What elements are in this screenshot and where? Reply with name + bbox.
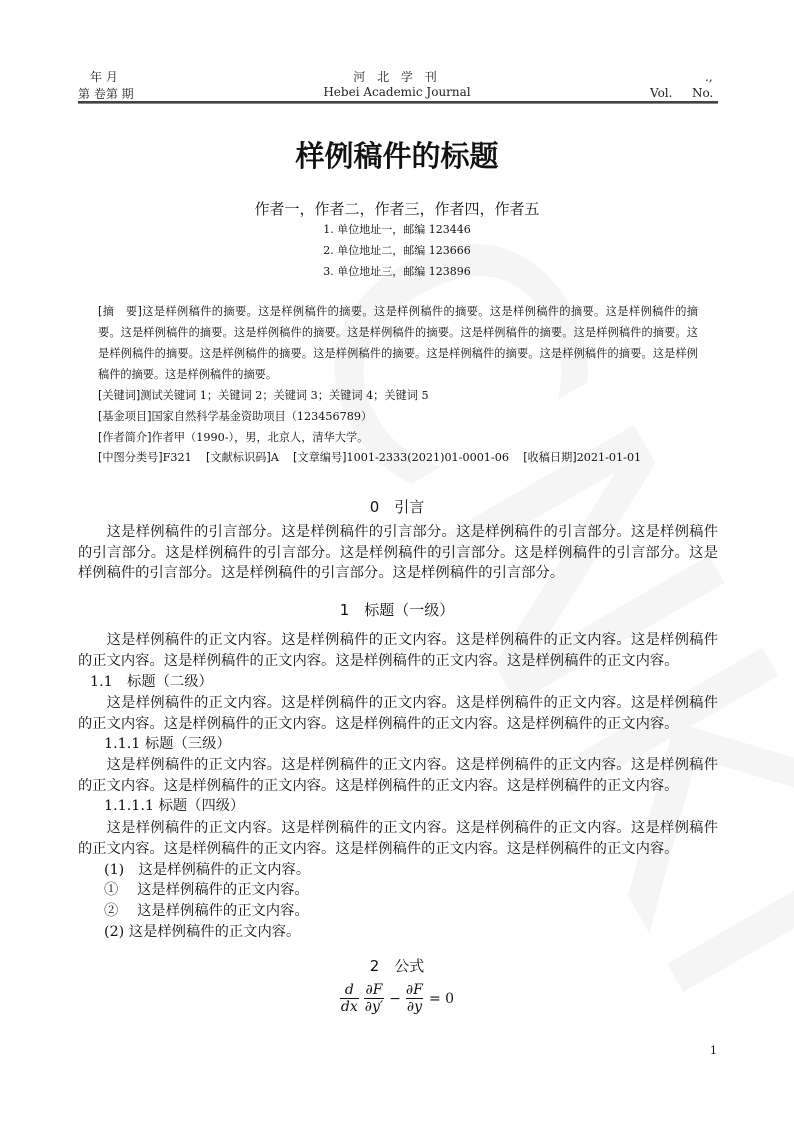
- section-heading-2: 2 公式: [369, 957, 425, 975]
- formula-den: ∂y: [406, 999, 422, 1015]
- formula-den: ∂y′: [364, 999, 384, 1015]
- classification: [98, 447, 641, 468]
- abstract-label: [摘 要]: [98, 305, 142, 318]
- paragraph: 这是样例稿件的正文内容。这是样例稿件的正文内容。这是样例稿件的正文内容。这是样例稿件的正文内容。这是样例稿件的正文内容。这是样例稿件的正文内容。这是样例稿件的正文内容。: [78, 695, 718, 732]
- formula: [0, 982, 794, 1015]
- formula-num: ∂F: [405, 982, 423, 998]
- list-item: (1) 这是样例稿件的正文内容。: [104, 862, 311, 878]
- heading-level-3: 1.1.1 标题（三级）: [104, 736, 231, 752]
- heading-level-4: 1.1.1.1 标题（四级）: [104, 798, 245, 814]
- clc-value: F321: [162, 451, 192, 464]
- header-dots: .,: [705, 70, 713, 84]
- keywords: [98, 385, 429, 406]
- keywords-label: [关键词]: [98, 389, 141, 402]
- header-year-month: 年 月: [90, 70, 118, 84]
- received-value: 2021-01-01: [576, 451, 642, 464]
- received-label: [收稿日期]: [523, 451, 577, 464]
- header-no: No.: [692, 86, 714, 100]
- header-rule: [78, 101, 718, 104]
- clc-label: [中图分类号]: [98, 451, 163, 464]
- header-journal-en: Hebei Academic Journal: [323, 85, 471, 99]
- bio-text: 作者甲（1990-），男，北京人，清华大学。: [151, 431, 369, 444]
- paragraph-intro: 这是样例稿件的引言部分。这是样例稿件的引言部分。这是样例稿件的引言部分。这是样例稿件的引言部分。这是样例稿件的引言部分。这是样例稿件的引言部分。这是样例稿件的引言部分。这是样例稿件的引言部分。这是样例稿件的引言部分。这是样例稿件的引言部分。: [78, 524, 718, 581]
- formula-num: ∂F: [365, 982, 383, 998]
- list-item: ① 这是样例稿件的正文内容。: [104, 882, 309, 898]
- page-title: 样例稿件的标题: [295, 139, 499, 173]
- article-no-label: [文章编号]: [293, 451, 347, 464]
- formula-equals: = 0: [428, 990, 455, 1007]
- doc-code-label: [文献标识码]: [206, 451, 271, 464]
- formula-den: dx: [340, 999, 358, 1015]
- author-bio: [98, 427, 368, 448]
- affiliation: 2. 单位地址二，邮编 123666: [323, 244, 471, 257]
- list-item: (2) 这是样例稿件的正文内容。: [104, 924, 301, 940]
- list-item: ② 这是样例稿件的正文内容。: [104, 903, 309, 919]
- affiliation: 3. 单位地址三，邮编 123896: [323, 265, 471, 278]
- header-vol: Vol.: [650, 86, 673, 100]
- bio-label: [作者简介]: [98, 431, 152, 444]
- doc-code-value: A: [270, 451, 279, 464]
- section-heading-1: 1 标题（一级）: [339, 601, 455, 619]
- formula-minus: −: [389, 990, 401, 1007]
- section-heading-0: 0 引言: [369, 498, 425, 516]
- authors: 作者一，作者二，作者三，作者四，作者五: [254, 200, 540, 218]
- paragraph: 这是样例稿件的正文内容。这是样例稿件的正文内容。这是样例稿件的正文内容。这是样例稿件的正文内容。这是样例稿件的正文内容。这是样例稿件的正文内容。这是样例稿件的正文内容。: [78, 820, 718, 857]
- affiliation: 1. 单位地址一，邮编 123446: [323, 223, 471, 236]
- heading-level-2: 1.1 标题（二级）: [90, 674, 213, 690]
- header-issue: 第 卷第 期: [78, 87, 134, 101]
- header-journal-cn: 河 北 学 刊: [353, 70, 441, 84]
- abstract: [98, 301, 698, 385]
- abstract-text: 这是样例稿件的摘要。这是样例稿件的摘要。这是样例稿件的摘要。这是样例稿件的摘要。这是样例稿件的摘要。这是样例稿件的摘要。这是样例稿件的摘要。这是样例稿件的摘要。这是样例稿件的摘要。这是样例稿件的摘要。这是样例稿件的摘要。这是样例稿件的摘要。这是样例稿件的摘要。这是样例稿件的摘要。这是样例稿件的摘要。这是样例稿件的摘要。这是样例稿件的摘要。: [98, 305, 698, 381]
- fund-text: 国家自然科学基金资助项目（123456789）: [151, 410, 373, 423]
- fund: [98, 406, 372, 427]
- paragraph: 这是样例稿件的正文内容。这是样例稿件的正文内容。这是样例稿件的正文内容。这是样例稿件的正文内容。这是样例稿件的正文内容。这是样例稿件的正文内容。这是样例稿件的正文内容。: [78, 757, 718, 794]
- page-number: 1: [710, 1044, 717, 1057]
- fund-label: [基金项目]: [98, 410, 152, 423]
- keywords-text: 测试关键词 1；关键词 2；关键词 3；关键词 4；关键词 5: [140, 389, 429, 402]
- article-no-value: 1001-2333(2021)01-0001-06: [346, 451, 509, 464]
- paragraph: 这是样例稿件的正文内容。这是样例稿件的正文内容。这是样例稿件的正文内容。这是样例稿件的正文内容。这是样例稿件的正文内容。这是样例稿件的正文内容。这是样例稿件的正文内容。: [78, 632, 718, 669]
- formula-num: d: [344, 982, 354, 998]
